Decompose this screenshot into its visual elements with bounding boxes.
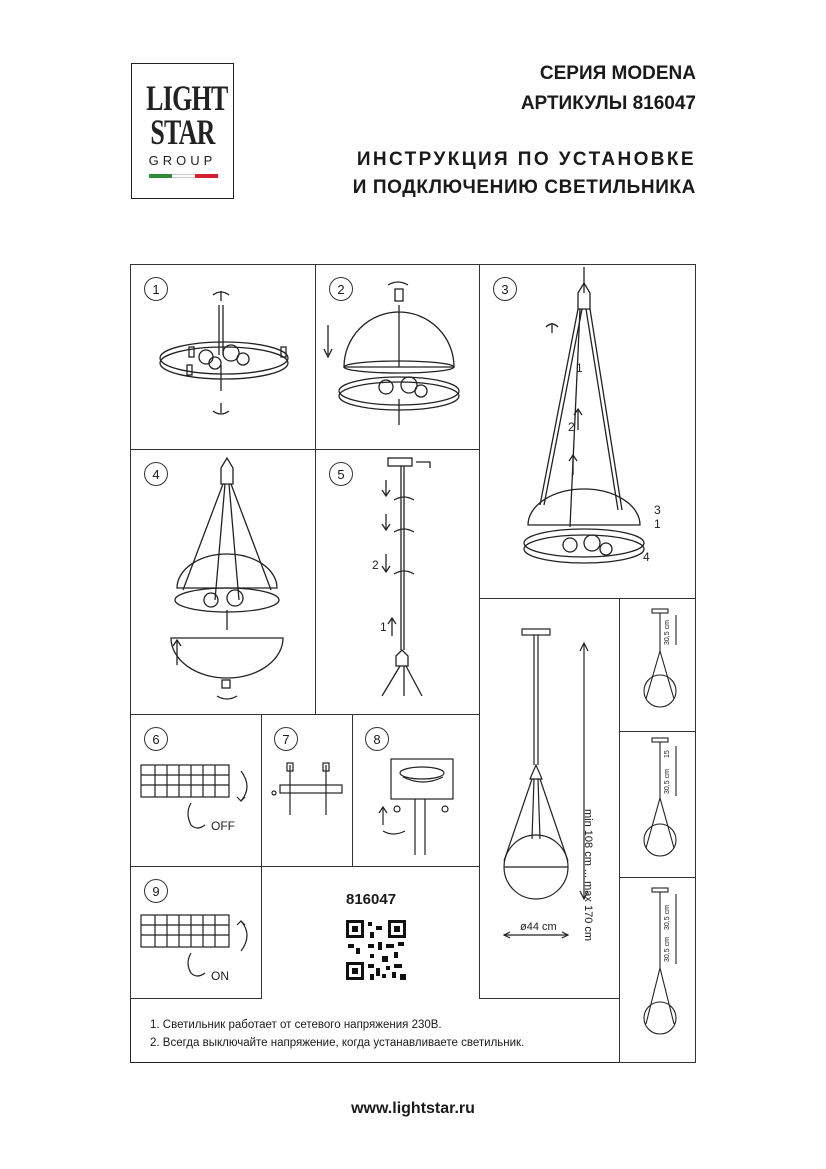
dimension-panel-main <box>479 598 620 999</box>
short-pendant-diagram <box>620 599 697 733</box>
step-panel-3 <box>479 264 696 599</box>
article-numbers: АРТИКУЛЫ 816047 <box>520 93 696 114</box>
step-panel-8 <box>352 714 480 867</box>
step-panel-5 <box>315 449 480 715</box>
suspension-install-diagram <box>480 265 697 600</box>
step-number-3: 3 <box>493 277 517 301</box>
shade-attach-diagram <box>316 265 481 451</box>
step3-label-1b: 1 <box>654 517 661 531</box>
qr-code[interactable] <box>346 920 406 980</box>
long-pendant-diagram <box>620 878 697 1064</box>
dimension-panel-medium <box>619 731 696 878</box>
logo-word-star: STAR <box>150 112 215 152</box>
step-number-4: 4 <box>144 462 168 486</box>
step-number-5: 5 <box>329 462 353 486</box>
step3-label-2: 2 <box>568 420 575 434</box>
medium-seg-top-label: 15 <box>664 750 671 758</box>
brand-logo <box>131 63 234 199</box>
rod-extension-diagram <box>316 450 481 716</box>
series-title: СЕРИЯ MODENA <box>539 63 696 84</box>
step-panel-6 <box>130 714 262 867</box>
breaker-on-diagram <box>131 867 263 1000</box>
off-label: OFF <box>211 819 235 833</box>
height-range-label: min 108 cm ... max 170 cm <box>582 809 594 942</box>
logo-word-group: GROUP <box>148 153 217 168</box>
article-code: 816047 <box>346 891 397 908</box>
diameter-label: ø44 cm <box>520 921 557 933</box>
note-1: 1. Светильник работает от сетевого напряжения 230В. <box>150 1019 442 1031</box>
step-number-2: 2 <box>329 277 353 301</box>
note-2: 2. Всегда выключайте напряжение, когда устанавливаете светильник. <box>150 1037 525 1049</box>
step3-label-3: 3 <box>654 503 661 517</box>
mounting-bracket-diagram <box>262 715 354 868</box>
breaker-off-diagram <box>131 715 263 868</box>
on-label: ON <box>211 969 229 983</box>
website-link[interactable]: www.lightstar.ru <box>351 1100 475 1117</box>
canopy-wiring-diagram <box>353 715 481 868</box>
step5-label-2: 2 <box>372 558 379 572</box>
safety-notes <box>150 1016 524 1052</box>
instruction-title-line1: ИНСТРУКЦИЯ ПО УСТАНОВКЕ <box>356 149 696 170</box>
step-panel-2 <box>315 264 480 450</box>
step3-label-4: 4 <box>643 550 650 564</box>
step3-label-1: 1 <box>576 361 583 375</box>
medium-pendant-diagram <box>620 732 697 879</box>
step-number-1: 1 <box>144 277 168 301</box>
step-panel-4 <box>130 449 316 715</box>
logo-word-light: LIGHT <box>146 78 228 118</box>
step-panel-7 <box>261 714 353 867</box>
instruction-title-line2: И ПОДКЛЮЧЕНИЮ СВЕТИЛЬНИКА <box>352 177 696 198</box>
step5-label-1: 1 <box>380 620 387 634</box>
step-panel-1 <box>130 264 316 450</box>
dimension-panel-long <box>619 877 696 1063</box>
italian-flag-stripe <box>149 174 218 178</box>
short-seg-label: 30,5 cm <box>664 620 671 645</box>
step-number-9: 9 <box>144 879 168 903</box>
step-number-7: 7 <box>274 727 298 751</box>
dimension-panel-short <box>619 598 696 732</box>
lamp-ring-diagram <box>131 265 317 451</box>
step-number-6: 6 <box>144 727 168 751</box>
step-number-8: 8 <box>365 727 389 751</box>
long-seg-label: 30,5 cm <box>664 937 671 962</box>
medium-seg-label: 30,5 cm <box>664 769 671 794</box>
pendant-dimension-diagram <box>480 599 621 1000</box>
glass-globe-attach-diagram <box>131 450 317 716</box>
step-panel-9 <box>130 866 262 999</box>
long-seg-top-label: 30,5 cm <box>664 905 671 930</box>
